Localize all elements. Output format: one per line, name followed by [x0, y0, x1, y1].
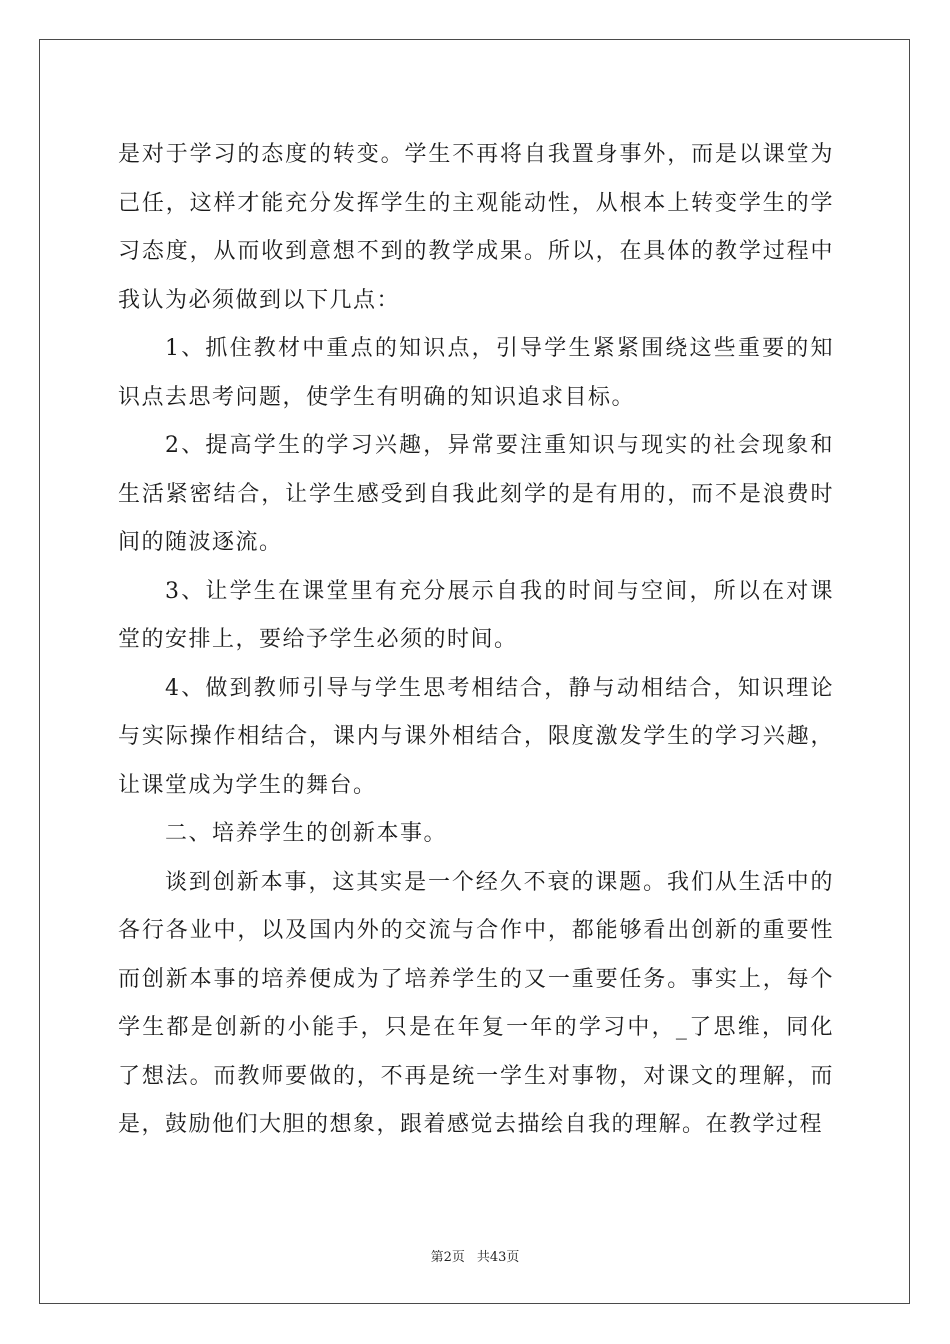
paragraph: 1、抓住教材中重点的知识点，引导学生紧紧围绕这些重要的知识点去思考问题，使学生有明确的知识追求目标。 [118, 336, 834, 410]
paragraph: 3、让学生在课堂里有充分展示自我的时间与空间，所以在对课堂的安排上，要给予学生必须的时间。 [118, 578, 834, 652]
section-heading: 二、培养学生的创新本事。 [165, 821, 448, 846]
paragraph: 2、提高学生的学习兴趣，异常要注重知识与现实的社会现象和生活紧密结合，让学生感受到自我此刻学的是有用的，而不是浪费时间的随波逐流。 [118, 433, 834, 555]
paragraph: 4、做到教师引导与学生思考相结合，静与动相结合，知识理论与实际操作相结合，课内与课外相结合，限度激发学生的学习兴趣，让课堂成为学生的舞台。 [118, 675, 834, 798]
page-total: 共43页 [476, 1250, 520, 1265]
paragraph: 谈到创新本事，这其实是一个经久不衰的课题。我们从生活中的各行各业中，以及国内外的交流与合作中，都能够看出创新的重要性而创新本事的培养便成为了培养学生的又一重要任务。事实上，每个学生都是创新的小能手，只是在年复一年的学习中，_了思维，同化了想法。而教师要做的，不再是统一学生对事物，对课文的理解，而是，鼓励他们大胆的想象，跟着感觉去描绘自我的理解。在教学过程 [118, 869, 834, 1137]
page-number: 第2页 [430, 1250, 465, 1265]
document-body [118, 131, 834, 1150]
page-footer [0, 1246, 950, 1265]
paragraph: 是对于学习的态度的转变。学生不再将自我置身事外，而是以课堂为己任，这样才能充分发挥学生的主观能动性，从根本上转变学生的学习态度，从而收到意想不到的教学成果。所以，在具体的教学过程中我认为必须做到以下几点： [118, 142, 834, 313]
